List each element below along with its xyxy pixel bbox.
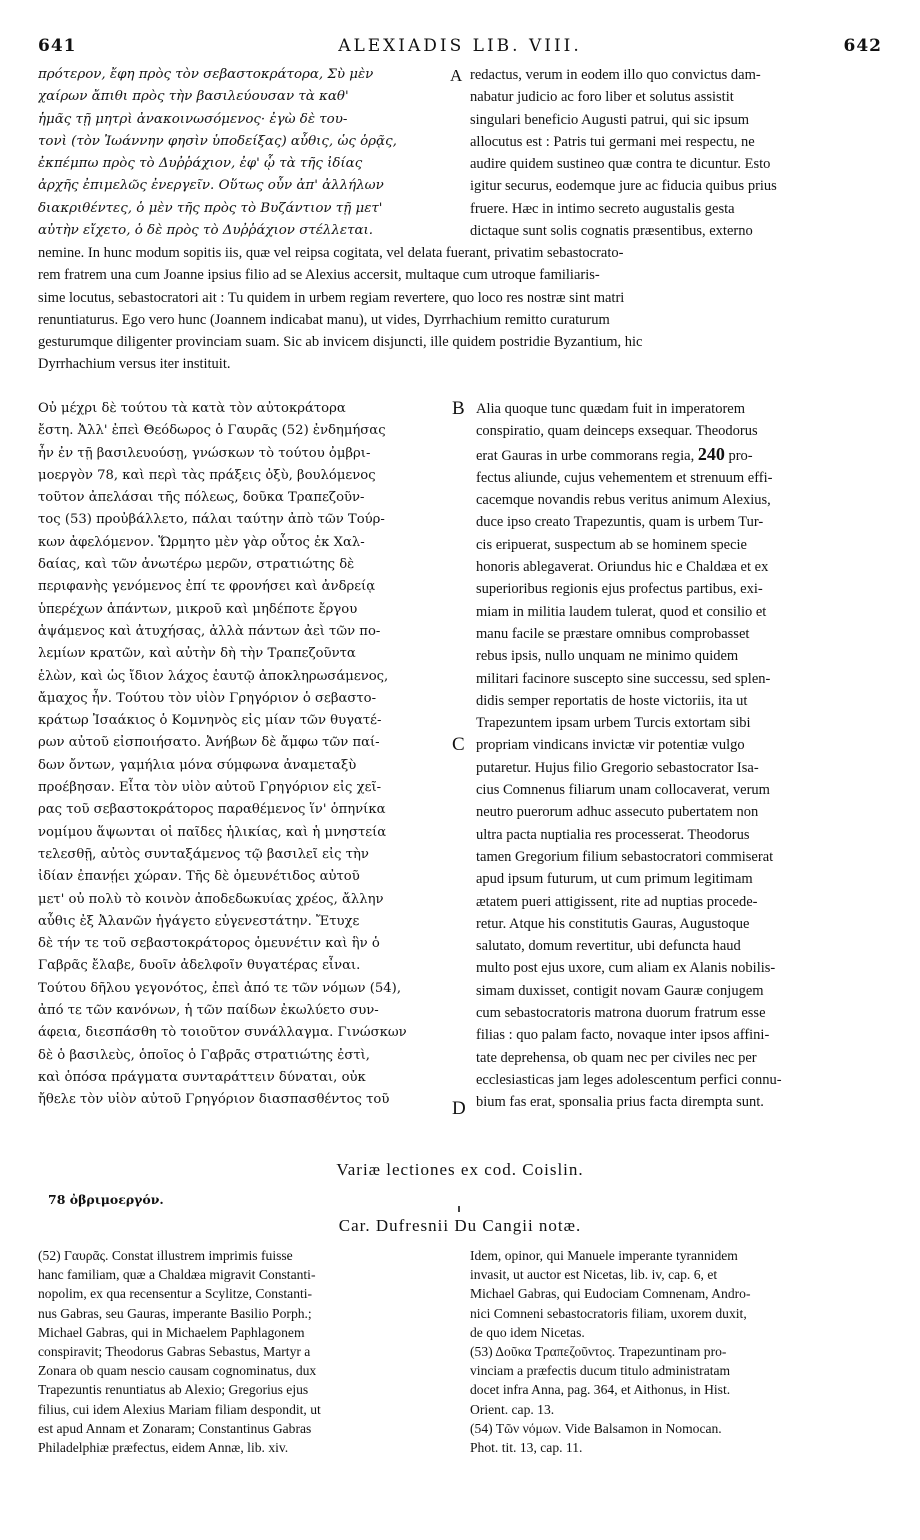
text-line: ecclesiasticas jam leges adolescentum perfici connu- xyxy=(476,1071,782,1088)
text-line: νομίμου ἅψωνται οἱ παῖδες ἡλικίας, καὶ ἡ μνηστεία xyxy=(38,824,387,840)
text-line: redactus, verum in eodem illo quo convictus dam- xyxy=(470,67,761,83)
text-line: propriam vindicans invictæ vir potentiæ vulgo xyxy=(476,737,745,754)
margin-marker-d: D xyxy=(452,1098,466,1119)
text-line: vinciam a præfectis ducum titulo administratam xyxy=(470,1363,731,1379)
text-line: bium fas erat, sponsalia prius facta dirempta sunt. xyxy=(476,1094,764,1111)
text-line: ὑπερέχων ἁπάντων, μικροῦ καὶ μηδέποτε ἔργου xyxy=(38,601,358,617)
text-line: (53) Δοῦκα Τραπεζοῦντος. Trapezuntinam pro- xyxy=(470,1344,727,1360)
notes-title: Car. Dufresnii Du Cangii notæ. xyxy=(338,1216,582,1235)
text-line: est apud Annam et Zonaram; Constantinus Gabras xyxy=(38,1420,312,1436)
text-line: cacemque novandis rebus veritus animum Alexius, xyxy=(476,492,771,509)
text-line: Alia quoque tunc quædam fuit in imperatorem xyxy=(476,401,745,417)
text-line: Trapezuntis renuntiatus ab Alexio; Gregorius ejus xyxy=(38,1382,309,1398)
text-line: superioribus regionis ejus profectus partibus, exi- xyxy=(476,581,763,598)
text-line: ἡμᾶς τῇ μητρὶ ἀνακοινωσόμενος· ἐγὼ δὲ του- xyxy=(38,111,348,127)
text-line: fectus aliunde, cujus vehementem et strenuum effi- xyxy=(476,469,773,486)
text-line: δὲ ὁ βασιλεὺς, ὁποῖος ὁ Γαβρᾶς στρατιώτης ἐστὶ, xyxy=(38,1047,370,1063)
text-line: ætatem pueri attigissent, rite ad nuptias procede- xyxy=(476,893,758,910)
notes-right-column xyxy=(470,1246,882,1457)
text-line: ἐκπέμπω πρὸς τὸ Δυῤῥάχιον, ἐφ' ᾧ τὰ τῆς ἰδίας xyxy=(38,156,363,172)
text-line: ἀρχῆς ἐπιμελῶς ἐνεργεῖν. Οὕτως οὖν ἀπ' ἀλλήλων xyxy=(38,178,384,194)
text-line: τοῦτον ἀπελάσαι τῆς πόλεως, δοῦκα Τραπεζοῦν- xyxy=(38,490,365,506)
text-line: renuntiaturus. Ego vero hunc (Joannem indicabat manu), ut vides, Dyrrhachium remitto curaturum xyxy=(38,311,610,328)
text-line: retur. Atque his constitutis Gauras, Augustoque xyxy=(476,915,750,932)
text-line: ἦν ἐν τῇ βασιλευούσῃ, γνώσκων τὸ τούτου ὀμβρι- xyxy=(38,445,371,461)
text-line: Γαβρᾶς ἔλαβε, δυοῖν ἀδελφοῖν θυγατέρας εἶναι. xyxy=(38,958,361,974)
text-line: περιφανὴς γενόμενος ἐπί τε φρονήσει καὶ ἀνδρείᾳ xyxy=(38,579,376,595)
text-line: miam in militia laudem tulerat, quod et consilio et xyxy=(476,603,767,620)
text-line: allocutus est : Patris tui germani mei respectu, ne xyxy=(470,133,755,150)
separator-mark xyxy=(458,1206,460,1212)
text-line: neutro puerorum adhuc assecuto pubertatem non xyxy=(476,804,759,821)
text-line: rem fratrem una cum Joanne ipsius filio ad se Alexius accersit, multaque cum utroque familiaris- xyxy=(38,267,600,284)
edition-page-number: 240 xyxy=(697,443,725,464)
text-line: nopolim, ex qua recensentur a Scylitze, Constanti- xyxy=(38,1286,313,1302)
top-greek-column xyxy=(38,64,456,242)
text-line: gesturumque diligenter provinciam suam. Sic ab invicem disjuncti, ille quidem postridie Byzantium, hic xyxy=(38,334,643,351)
text-line: (54) Τῶν νόμων. Vide Balsamon in Nomocan. xyxy=(470,1420,722,1436)
latin-text-column xyxy=(476,398,882,1114)
text-line: ρων αὐτοῦ εἰσποιήσατο. Ἀνήβων δὲ ἄμφω τῶν παί- xyxy=(38,735,380,751)
text-line: Michael Gabras, qui Eudociam Comnenam, Andro- xyxy=(470,1286,751,1302)
text-line: Phot. tit. 13, cap. 11. xyxy=(470,1440,583,1456)
text-line: rebus ipsis, nullo unquam ne minimo quidem xyxy=(476,648,739,665)
text-line: ρας τοῦ σεβαστοκράτορος παραθέμενος ἵν' ὁπηνίκα xyxy=(38,802,386,818)
text-line: κράτωρ Ἰσαάκιος ὁ Κομνηνὸς εἰς μίαν τῶν θυγατέ- xyxy=(38,713,382,729)
text-line: αὖθις ἐξ Ἀλανῶν ἠγάγετο εὐγενεστάτην. Ἔτυχε xyxy=(38,913,360,929)
text-line: αὐτὴν εἴχετο, ὁ δὲ πρὸς τὸ Δυῤῥάχιον στέλλεται. xyxy=(38,223,374,239)
text-line: invasit, ut auctor est Nicetas, lib. iv, cap. 6, et xyxy=(470,1267,718,1283)
text-line: simam duxisset, contigit novam Gauræ conjugem xyxy=(476,982,764,999)
text-line: nabatur judicio ac foro liber et solutus assistit xyxy=(470,89,734,106)
text-line: salutato, domum revertitur, ubi defuncta haud xyxy=(476,938,741,955)
text-line: δων ὄντων, γαμήλια μόνα σύμφωνα ἀναμεταξὺ xyxy=(38,757,357,773)
text-line: filias : quo palam facto, novaque inter ipsos affini- xyxy=(476,1027,770,1044)
text-line: ἄμαχος ἦν. Τούτου τὸν υἱὸν Γρηγόριον ὁ σεβαστο- xyxy=(38,690,377,706)
text-line: καὶ ὁπόσα πράγματα συνταράττειν δύναται, οὐκ xyxy=(38,1069,366,1085)
text-line: πρότερον, ἔφη πρὸς τὸν σεβαστοκράτορα, Σὺ μὲν xyxy=(38,67,374,82)
text-line: militari facinore suscepto sine successu, sed splen- xyxy=(476,670,771,687)
text-line: ἀπό τε τῶν κανόνων, ἡ τῶν παίδων ἐκωλύετο συν- xyxy=(38,1003,379,1019)
text-line: ἤθελε τὸν υἱὸν αὐτοῦ Γρηγόριον διασπασθέντος τοῦ xyxy=(38,1092,390,1108)
text-line: προέβησαν. Εἶτα τὸν υἱὸν αὐτοῦ Γρηγόριον εἰς χεῖ- xyxy=(38,780,382,796)
text-line: fruere. Hæc in intimo secreto augustalis gesta xyxy=(470,200,735,217)
text-line: tate deprehensa, ob quam nec per civiles nec per xyxy=(476,1049,757,1066)
text-line: Τούτου δῆλου γεγονότος, ἐπεὶ ἀπό τε τῶν νόμων (54), xyxy=(38,980,402,996)
text-line: Michael Gabras, qui in Michaelem Paphlagonem xyxy=(38,1324,305,1340)
text-line: nici Comneni sebastocratoris filiam, uxorem duxit, xyxy=(470,1305,747,1321)
text-line: Trapezuntem ipsam urbem Turcis extortam sibi xyxy=(476,715,751,732)
text-line: nus Gabras, seu Gauras, imperante Basilio Porph.; xyxy=(38,1305,312,1321)
text-line: docet infra Anna, pag. 364, et Aithonus, in Hist. xyxy=(470,1382,731,1398)
notes-left-column xyxy=(38,1246,452,1457)
text-line: άφεια, διεσπάσθη τὸ τοιοῦτον συνάλλαγμα. Γινώσκων xyxy=(38,1025,407,1041)
running-title: ALEXIADIS LIB. VIII. xyxy=(338,36,582,56)
text-line: μετ' οὐ πολὺ τὸ κοινὸν ἀποδεδωκυίας χρέος, ἄλλην xyxy=(38,891,384,907)
margin-marker-c: C xyxy=(452,734,465,755)
text-line: singulari beneficio Augusti patrui, qui sic ipsum xyxy=(470,111,750,128)
text-line: apud ipsum futurum, ut cum primum legitimam xyxy=(476,871,753,888)
variae-lectiones-title: Variæ lectiones ex cod. Coislin. xyxy=(336,1160,584,1179)
text-line: igitur securus, eodemque jure ac fiducia quibus prius xyxy=(470,178,777,195)
text-line: ultra pacta nuptialia res processerat. Theodorus xyxy=(476,826,750,843)
greek-text-column xyxy=(38,398,448,1112)
text-line: ἰδίαν ἐπανῄει χώραν. Τῆς δὲ ὁμευνέτιδος αὐτοῦ xyxy=(38,869,360,885)
text-line: conspiratio, quam deinceps exsequar. Theodorus xyxy=(476,423,758,440)
text-line: de quo idem Nicetas. xyxy=(470,1324,585,1340)
text-line: Dyrrhachium versus iter instituit. xyxy=(38,356,231,373)
text-line: μοεργὸν 78, καὶ περὶ τὰς πράξεις ὀξὺ, βουλόμενος xyxy=(38,467,376,483)
margin-marker-b: B xyxy=(452,398,465,419)
text-line: multo post ejus uxore, cum aliam ex Alanis nobilis- xyxy=(476,960,776,977)
text-line: filius, cui idem Alexius Mariam filiam despondit, ut xyxy=(38,1401,321,1417)
text-line: ἁψάμενος καὶ ἀτυχήσας, ἀλλὰ πάντων ἀεὶ τῶν πο- xyxy=(38,623,381,639)
text-line: τος (53) προὐβάλλετο, πάλαι ταύτην ἀπὸ τῶν Τούρ- xyxy=(38,512,385,528)
text-line: duce ipso creato Trapezuntis, quam is urbem Tur- xyxy=(476,514,764,531)
text-line: Idem, opinor, qui Manuele imperante tyrannidem xyxy=(470,1248,738,1263)
running-header xyxy=(38,36,882,58)
text-line: erat Gauras in urbe commorans regia, 240 pro- xyxy=(476,443,753,464)
margin-marker-a: A xyxy=(450,66,463,85)
text-line: τονὶ (τὸν Ἰωάννην φησὶν ὑποδείξας) αὖθις, ὡς ὁρᾷς, xyxy=(38,133,397,149)
left-page-number: 641 xyxy=(38,36,77,56)
text-line: ἔστη. Ἀλλ' ἐπεὶ Θεόδωρος ὁ Γαυρᾶς (52) ἐνδημήσας xyxy=(38,423,386,439)
right-page-number: 642 xyxy=(843,36,882,56)
text-line: διακριθέντες, ὁ μὲν τῆς πρὸς τὸ Βυζάντιον τῇ μετ' xyxy=(38,200,383,216)
top-latin-column xyxy=(470,64,882,242)
text-line: cum sebastocratoris matrona duorum fratrum esse xyxy=(476,1005,766,1022)
text-line: λεμίων κρατῶν, καὶ αὐτὴν δὴ τὴν Τραπεζοῦντα xyxy=(38,646,356,662)
text-line: audire quidem sustineo quæ contra te dicuntur. Esto xyxy=(470,156,771,173)
text-line: didis semper reportatis de hoste victoriis, ita ut xyxy=(476,692,748,709)
text-line: putaretur. Hujus filio Gregorio sebastocrator Isa- xyxy=(476,759,759,776)
text-line: nemine. In hunc modum sopitis iis, quæ vel reipsa cogitata, vel delata fuerant, privatim sebastocrato- xyxy=(38,245,624,261)
text-line: dictaque sunt solis cognatis præsentibus, externo xyxy=(470,223,753,240)
text-line: δὲ τήν τε τοῦ σεβαστοκράτορος ὁμευνέτιν καὶ ἣν ὁ xyxy=(38,936,380,952)
text-line: ἑλὼν, καὶ ὡς ἴδιον λάχος ἑαυτῷ ἀποκληρωσάμενος, xyxy=(38,668,389,684)
text-line: conspiravit; Theodorus Gabras Sebastus, Martyr a xyxy=(38,1344,311,1360)
text-line: δαίας, καὶ τῶν ἀνωτέρω μερῶν, στρατιώτης δὲ xyxy=(38,557,355,573)
text-line: tamen Gregorium filium sebastocratori commiserat xyxy=(476,848,774,865)
text-line: cis eripuerat, suspectum ab se hominem specie xyxy=(476,536,747,553)
text-line: (52) Γαυρᾶς. Constat illustrem imprimis fuisse xyxy=(38,1248,293,1263)
text-line: hanc familiam, quæ a Chaldæa migravit Constanti- xyxy=(38,1267,316,1283)
text-line: honoris ablegaverat. Oriundus hic e Chaldæa et ex xyxy=(476,559,769,576)
variant-reading-78: 78 ὀβριμοεργόν. xyxy=(48,1192,164,1207)
text-line: cius Comnenus filiarum unam collocaverat, verum xyxy=(476,782,770,799)
text-line: τελεσθῇ, αὐτὸς συνταξάμενος τῷ βασιλεῖ εἰς τὴν xyxy=(38,846,369,862)
text-line: χαίρων ἄπιθι πρὸς τὴν βασιλεύουσαν τὰ καθ' xyxy=(38,89,349,105)
text-line: Philadelphiæ præfectus, eidem Annæ, lib. xiv. xyxy=(38,1440,289,1456)
text-line: manu facile se præstare omnibus comprobasset xyxy=(476,625,750,642)
full-width-latin-paragraph xyxy=(38,242,882,376)
text-line: Zonara ob quam nescio causam cognominatus, dux xyxy=(38,1363,317,1379)
text-line: κων ἀφελόμενον. Ὥρμητο μὲν γὰρ οὗτος ἐκ Χαλ- xyxy=(38,534,365,550)
text-line: sime locutus, sebastocratori ait : Tu quidem in urbem regiam revertere, quo loco res nostræ sint matri xyxy=(38,289,625,306)
text-line: Οὐ μέχρι δὲ τούτου τὰ κατὰ τὸν αὐτοκράτορα xyxy=(38,401,346,416)
text-line: Orient. cap. 13. xyxy=(470,1401,555,1417)
